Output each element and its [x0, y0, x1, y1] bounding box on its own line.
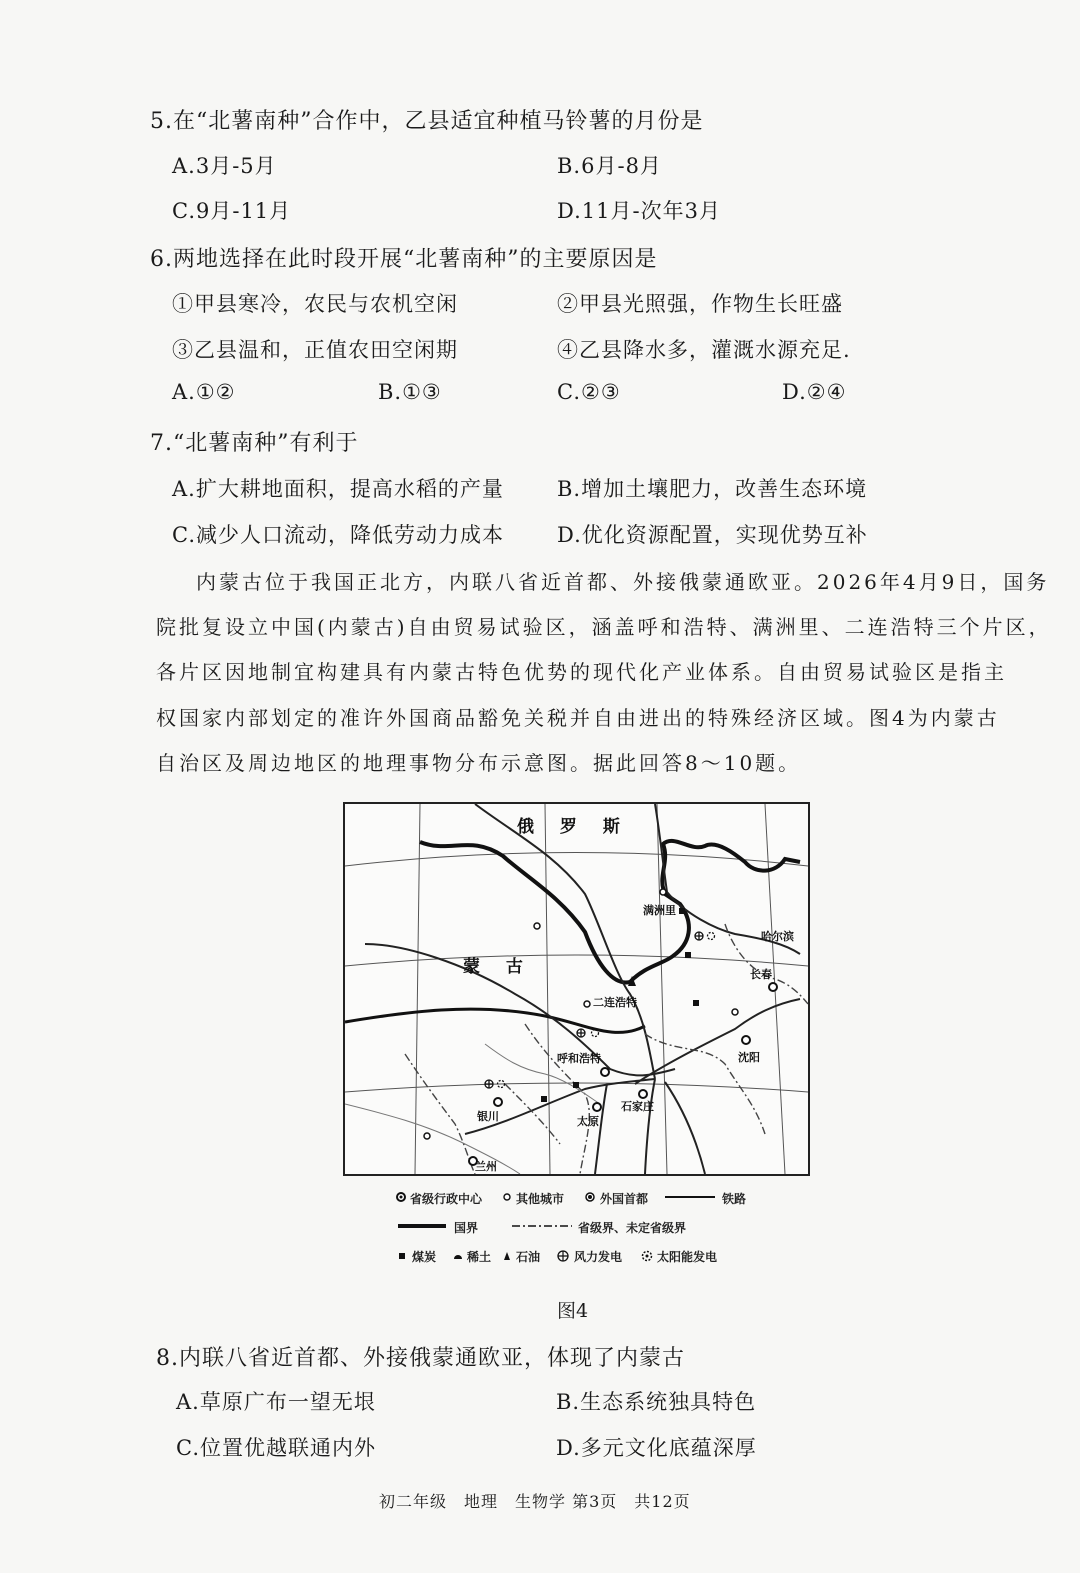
legend-solar-power: 太阳能发电 [657, 1250, 718, 1264]
q8-option-b[interactable]: B.生态系统独具特色 [556, 1390, 757, 1414]
q6-option-b[interactable]: B.①③ [378, 380, 442, 404]
map-label-city-shijiazhuang: 石家庄 [621, 1100, 654, 1113]
legend-other-city: 其他城市 [516, 1192, 565, 1206]
q5-option-b[interactable]: B.6月-8月 [557, 154, 662, 178]
wind-power-icon [557, 1250, 569, 1262]
q5-stem: 5.在“北薯南种”合作中，乙县适宜种植马铃薯的月份是 [150, 109, 704, 134]
q8-option-c[interactable]: C.位置优越联通内外 [176, 1436, 376, 1460]
q7-option-d[interactable]: D.优化资源配置，实现优势互补 [557, 523, 868, 547]
q7-option-b[interactable]: B.增加土壤肥力，改善生态环境 [557, 477, 868, 501]
map-label-city-harbin: 哈尔滨 [761, 930, 794, 943]
map-label-city-manzhouli: 满洲里 [643, 904, 676, 917]
railway-icon [665, 1194, 715, 1200]
q6-option-c[interactable]: C.②③ [557, 380, 621, 404]
coal-icon [398, 1252, 406, 1260]
oil-icon [503, 1251, 511, 1261]
page-footer: 初二年级 地理 生物学 第3页 共12页 [379, 1492, 691, 1511]
passage-line-4: 权国家内部划定的准许外国商品豁免关税并自由进出的特殊经济区域。图4为内蒙古 [156, 706, 1000, 730]
map-label-city-shenyang: 沈阳 [738, 1051, 760, 1064]
passage-line-5: 自治区及周边地区的地理事物分布示意图。据此回答8～10题。 [156, 751, 802, 775]
map-label-city-yinchuan: 银川 [477, 1110, 499, 1123]
q6-stem: 6.两地选择在此时段开展“北薯南种”的主要原因是 [150, 247, 658, 272]
passage-line-1: 内蒙古位于我国正北方，内联八省近首都、外接俄蒙通欧亚。2026年4月9日，国务 [196, 570, 1050, 594]
q6-option-a[interactable]: A.①② [172, 380, 236, 404]
q6-statement-4: ④乙县降水多，灌溉水源充足. [557, 338, 851, 362]
legend-wind-power: 风力发电 [574, 1250, 623, 1264]
foreign-capital-icon [585, 1192, 595, 1202]
legend-national-border: 国界 [454, 1221, 479, 1235]
q5-option-d[interactable]: D.11月-次年3月 [557, 199, 721, 223]
q5-option-c[interactable]: C.9月-11月 [172, 199, 292, 223]
q7-stem: 7.“北薯南种”有利于 [150, 431, 359, 456]
q8-option-a[interactable]: A.草原广布一望无垠 [176, 1390, 376, 1414]
passage-line-3: 各片区因地制宜构建具有内蒙古特色优势的现代化产业体系。自由贸易试验区是指主 [156, 660, 1007, 684]
legend-rare-earth: 稀土 [467, 1250, 492, 1264]
map-label-city-lanzhou: 兰州 [475, 1160, 497, 1173]
province-border-icon [512, 1223, 572, 1229]
q8-stem: 8.内联八省近首都、外接俄蒙通欧亚，体现了内蒙古 [156, 1346, 685, 1371]
legend-province-border: 省级界、未定省级界 [578, 1221, 687, 1235]
legend-oil: 石油 [516, 1250, 541, 1264]
q6-statement-2: ②甲县光照强，作物生长旺盛 [557, 292, 843, 316]
map-label-city-erenhot: 二连浩特 [593, 996, 637, 1009]
passage-line-2: 院批复设立中国(内蒙古)自由贸易试验区，涵盖呼和浩特、满洲里、二连浩特三个片区， [156, 615, 1052, 639]
q8-option-d[interactable]: D.多元文化底蕴深厚 [556, 1436, 757, 1460]
map-figure [343, 802, 810, 1176]
map-label-russia: 俄 罗 斯 [517, 817, 630, 837]
q6-option-d[interactable]: D.②④ [782, 380, 847, 404]
rare-earth-icon [453, 1252, 463, 1260]
map-label-city-hohhot: 呼和浩特 [557, 1052, 601, 1065]
national-border-icon [398, 1223, 446, 1229]
other-city-icon [503, 1193, 511, 1201]
solar-power-icon [641, 1250, 653, 1262]
q6-statement-3: ③乙县温和，正值农田空闲期 [172, 338, 458, 362]
map-label-city-taiyuan: 太原 [577, 1115, 599, 1128]
figure-caption: 图4 [557, 1300, 589, 1322]
q5-option-a[interactable]: A.3月-5月 [172, 154, 277, 178]
legend-railway: 铁路 [722, 1192, 747, 1206]
map-label-city-changchun: 长春 [750, 968, 772, 981]
provincial-capital-icon [396, 1192, 406, 1202]
map-label-mongolia: 蒙 古 [463, 957, 533, 977]
q7-option-c[interactable]: C.减少人口流动，降低劳动力成本 [172, 523, 504, 547]
q7-option-a[interactable]: A.扩大耕地面积，提高水稻的产量 [172, 477, 504, 501]
legend-provincial-capital: 省级行政中心 [410, 1192, 483, 1206]
legend-coal: 煤炭 [412, 1250, 437, 1264]
legend-foreign-capital: 外国首都 [600, 1192, 649, 1206]
q6-statement-1: ①甲县寒冷，农民与农机空闲 [172, 292, 458, 316]
